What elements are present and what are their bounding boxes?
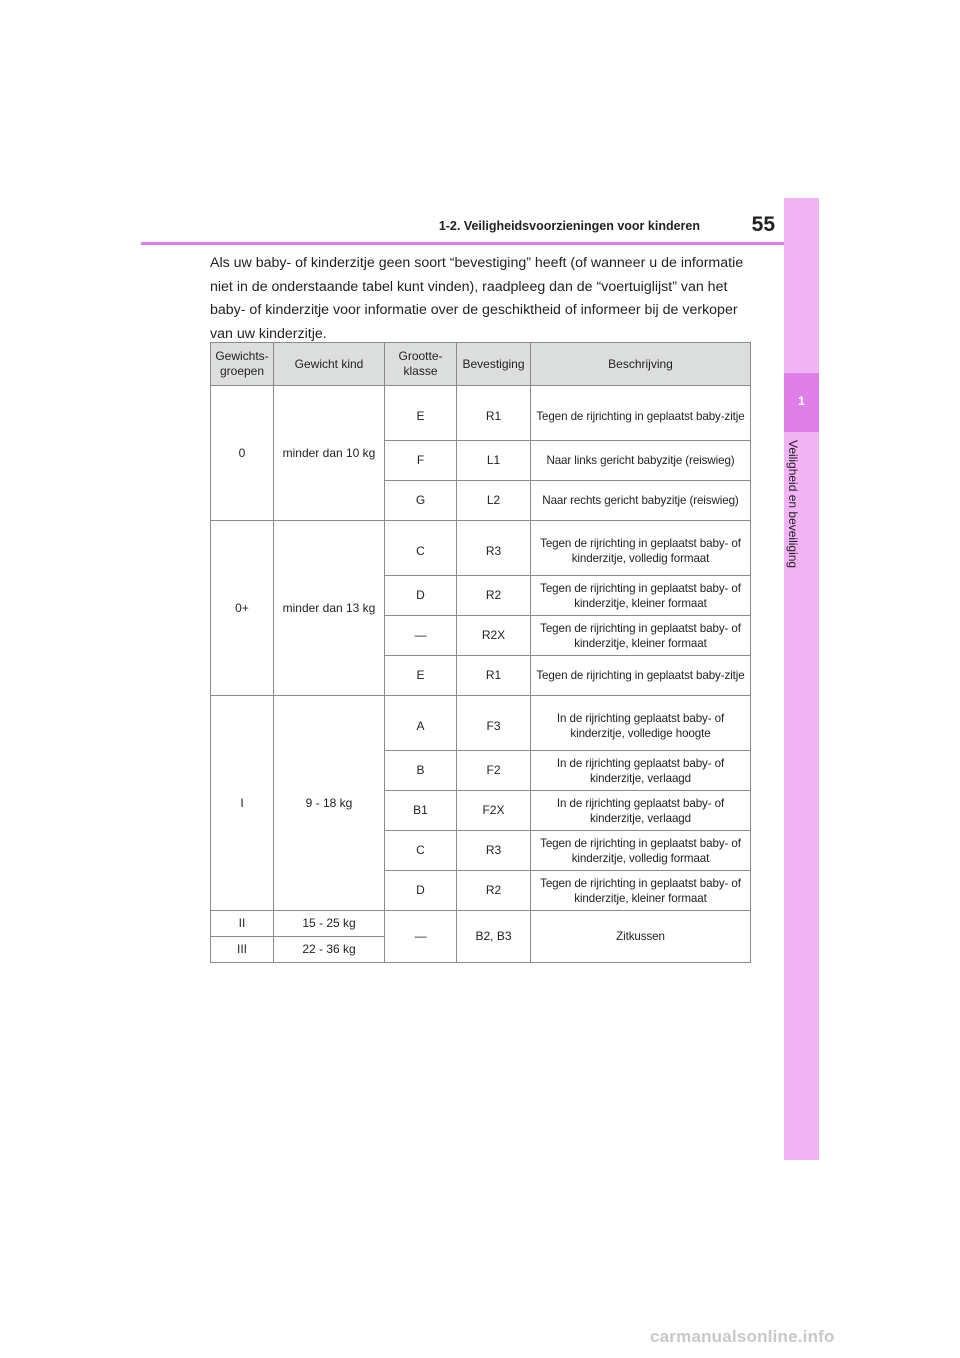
size-class-cell: F: [385, 441, 457, 481]
size-class-cell: B: [385, 751, 457, 791]
weight-group-cell: III: [211, 937, 274, 963]
weight-group-cell: 0+: [211, 521, 274, 696]
column-header-size-class: Grootte-klasse: [385, 343, 457, 386]
description-cell: Tegen de rijrichting in geplaatst baby-zitje: [531, 656, 751, 696]
description-cell: In de rijrichting geplaatst baby- of kinderzitje, verlaagd: [531, 751, 751, 791]
weight-group-cell: 0: [211, 386, 274, 521]
fixture-cell: F2X: [457, 791, 531, 831]
size-class-cell: —: [385, 911, 457, 963]
column-header-weight-group: Gewichts-groepen: [211, 343, 274, 386]
column-header-fixture: Bevestiging: [457, 343, 531, 386]
size-class-cell: C: [385, 831, 457, 871]
child-weight-cell: 9 - 18 kg: [274, 696, 385, 911]
column-header-child-weight: Gewicht kind: [274, 343, 385, 386]
fixture-cell: R3: [457, 521, 531, 576]
table-row: [211, 696, 751, 751]
size-class-cell: D: [385, 576, 457, 616]
child-weight-cell: minder dan 13 kg: [274, 521, 385, 696]
size-class-cell: —: [385, 616, 457, 656]
intro-paragraph: Als uw baby- of kinderzitje geen soort “bevestiging” heeft (of wanneer u de informatie niet in de onderstaande tabel kunt vinden), raadpleeg dan de “voertuiglijst” van het baby- of kinderzitje voor informatie over de geschiktheid of informeer bij de verkoper van uw kinderzitje.: [210, 255, 744, 342]
fixture-cell: L2: [457, 481, 531, 521]
fixture-cell: R1: [457, 656, 531, 696]
fixture-cell: F2: [457, 751, 531, 791]
table-row: [211, 911, 751, 937]
header-divider: [141, 242, 819, 245]
size-class-cell: C: [385, 521, 457, 576]
description-cell: Tegen de rijrichting in geplaatst baby- of kinderzitje, kleiner formaat: [531, 576, 751, 616]
description-cell: Tegen de rijrichting in geplaatst baby- of kinderzitje, volledig formaat: [531, 831, 751, 871]
size-class-cell: G: [385, 481, 457, 521]
column-header-description: Beschrijving: [531, 343, 751, 386]
child-weight-cell: 22 - 36 kg: [274, 937, 385, 963]
fixture-cell: R2: [457, 871, 531, 911]
size-class-cell: E: [385, 386, 457, 441]
section-title: 1-2. Veiligheidsvoorzieningen voor kinderen: [438, 219, 700, 233]
weight-group-cell: II: [211, 911, 274, 937]
child-seat-table: [210, 342, 751, 963]
size-class-cell: E: [385, 656, 457, 696]
fixture-cell: R1: [457, 386, 531, 441]
size-class-cell: B1: [385, 791, 457, 831]
chapter-number: 1: [798, 394, 805, 408]
chapter-side-tab: [784, 198, 819, 1160]
table-header-row: [211, 343, 751, 386]
child-weight-cell: minder dan 10 kg: [274, 386, 385, 521]
watermark: carmanualsonline.info: [650, 1327, 835, 1346]
description-cell: In de rijrichting geplaatst baby- of kinderzitje, volledige hoogte: [531, 696, 751, 751]
child-weight-cell: 15 - 25 kg: [274, 911, 385, 937]
description-cell: Tegen de rijrichting in geplaatst baby- of kinderzitje, volledig formaat: [531, 521, 751, 576]
description-cell: Naar links gericht babyzitje (reiswieg): [531, 441, 751, 481]
fixture-cell: R2X: [457, 616, 531, 656]
description-cell: Naar rechts gericht babyzitje (reiswieg): [531, 481, 751, 521]
weight-group-cell: I: [211, 696, 274, 911]
fixture-cell: R2: [457, 576, 531, 616]
size-class-cell: A: [385, 696, 457, 751]
fixture-cell: F3: [457, 696, 531, 751]
fixture-cell: L1: [457, 441, 531, 481]
description-cell: Zitkussen: [531, 911, 751, 963]
description-cell: Tegen de rijrichting in geplaatst baby- of kinderzitje, kleiner formaat: [531, 871, 751, 911]
table-row: [211, 386, 751, 441]
fixture-cell: B2, B3: [457, 911, 531, 963]
chapter-label: Veiligheid en beveiliging: [786, 440, 800, 569]
size-class-cell: D: [385, 871, 457, 911]
description-cell: Tegen de rijrichting in geplaatst baby-zitje: [531, 386, 751, 441]
table-row: [211, 521, 751, 576]
description-cell: In de rijrichting geplaatst baby- of kinderzitje, verlaagd: [531, 791, 751, 831]
description-cell: Tegen de rijrichting in geplaatst baby- of kinderzitje, kleiner formaat: [531, 616, 751, 656]
page-number: 55: [751, 213, 775, 236]
fixture-cell: R3: [457, 831, 531, 871]
